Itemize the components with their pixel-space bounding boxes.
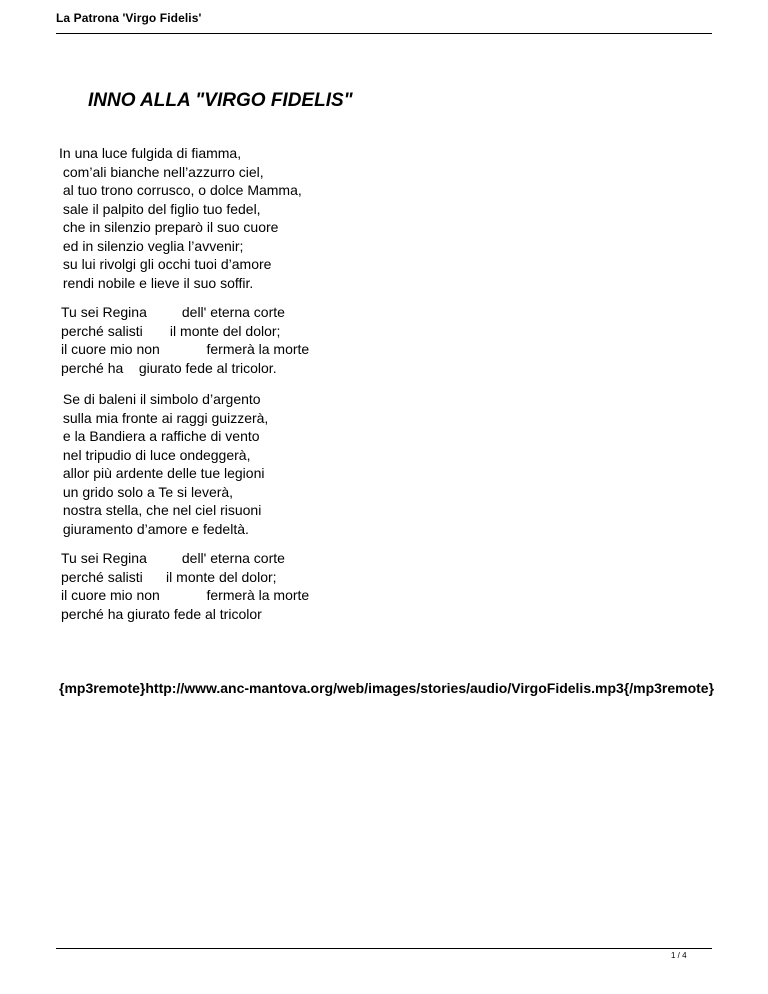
verse-line: sulla mia fronte ai raggi guizzerà,: [59, 409, 269, 426]
chorus-line: [61, 549, 309, 568]
chorus-line-second: dell' eterna corte: [146, 304, 285, 320]
chorus-line: [61, 568, 309, 587]
chorus-line: [61, 303, 309, 322]
chorus-line: [61, 340, 309, 359]
chorus-line-first: il cuore mio non: [61, 341, 160, 357]
chorus-line-second: fermerà la morte: [159, 341, 310, 357]
chorus-1: [61, 303, 309, 377]
chorus-line-first: perché ha giurato fede al tricolor: [61, 605, 262, 622]
stanza-3: [59, 390, 268, 538]
chorus-line: [61, 359, 309, 378]
chorus-line-second: giurato fede al tricolor.: [123, 359, 277, 376]
verse-line: rendi nobile e lieve il suo soffir.: [59, 274, 254, 291]
verse-line: giuramento d’amore e fedeltà.: [59, 520, 249, 537]
verse-line: al tuo trono corrusco, o dolce Mamma,: [59, 182, 302, 198]
header-rule: [56, 33, 712, 34]
verse-line: sale il palpito del figlio tuo fedel,: [59, 200, 261, 217]
verse-line: In una luce fulgida di fiamma,: [59, 145, 242, 161]
footer-rule: [56, 948, 712, 949]
chorus-line-first: perché salisti: [61, 568, 143, 585]
verse-line: un grido solo a Te si leverà,: [59, 483, 234, 500]
chorus-line-first: Tu sei Regina: [61, 550, 147, 566]
chorus-line: [61, 322, 309, 341]
verse-line: nel tripudio di luce ondeggerà,: [59, 446, 251, 463]
verse-line: e la Bandiera a raffiche di vento: [59, 428, 260, 444]
page-number: 1 / 4: [671, 951, 687, 960]
stanza-1: [59, 144, 302, 292]
chorus-line-second: il monte del dolor;: [142, 568, 277, 585]
verse-line: nostra stella, che nel ciel risuoni: [59, 502, 262, 518]
running-header-title: La Patrona 'Virgo Fidelis': [56, 11, 202, 25]
verse-line: su lui rivolgi gli occhi tuoi d’amore: [59, 256, 272, 272]
verse-line: Se di baleni il simbolo d’argento: [59, 391, 261, 407]
chorus-2: [61, 549, 309, 623]
chorus-line-second: dell' eterna corte: [146, 550, 285, 566]
verse-line: com’ali bianche nell’azzurro ciel,: [59, 163, 264, 180]
chorus-line-first: perché salisti: [61, 322, 143, 339]
verse-line: allor più ardente delle tue legioni: [59, 465, 265, 481]
chorus-line: [61, 605, 309, 624]
mp3-embed-tag: {mp3remote}http://www.anc-mantova.org/web/images/stories/audio/VirgoFidelis.mp3{/mp3remote}: [59, 680, 715, 696]
chorus-line-first: il cuore mio non: [61, 587, 160, 603]
chorus-line-first: perché ha: [61, 359, 124, 376]
verse-line: che in silenzio preparò il suo cuore: [59, 219, 279, 235]
chorus-line-first: Tu sei Regina: [61, 304, 147, 320]
chorus-line-second: fermerà la morte: [159, 587, 310, 603]
chorus-line: [61, 586, 309, 605]
hymn-title: INNO ALLA "VIRGO FIDELIS": [88, 90, 353, 111]
verse-line: ed in silenzio veglia l’avvenir;: [59, 237, 244, 254]
chorus-line-second: il monte del dolor;: [142, 322, 281, 339]
